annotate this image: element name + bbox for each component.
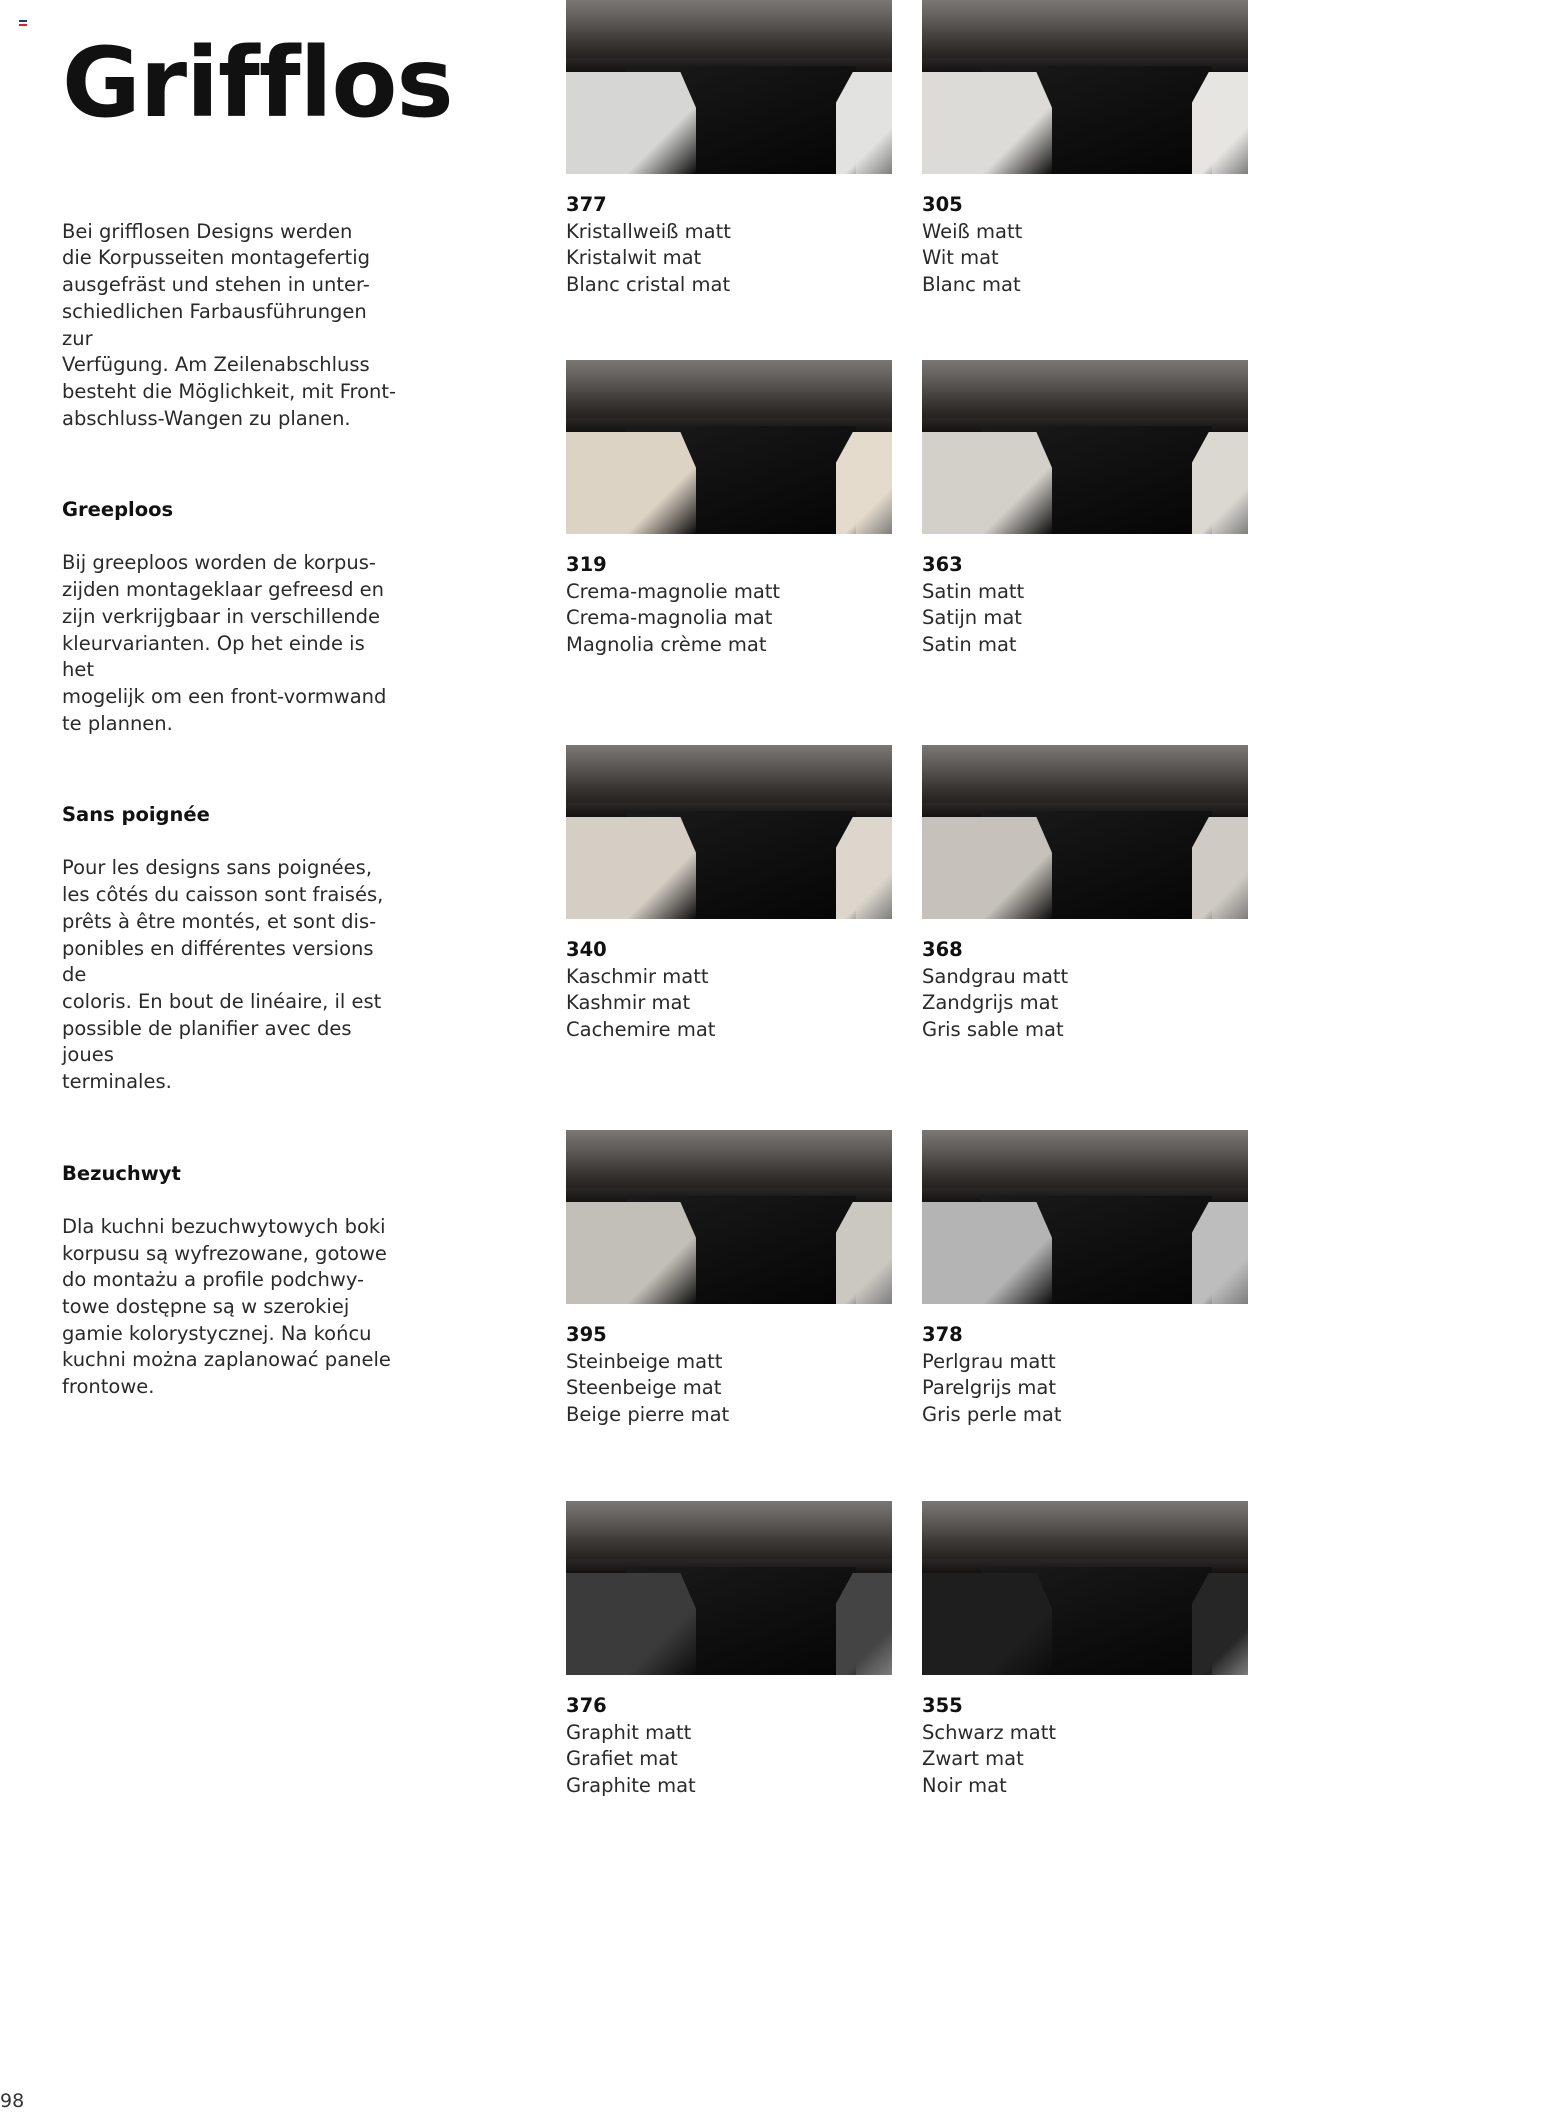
swatch-name-de: Kristallweiß matt xyxy=(566,219,731,243)
swatch-code: 355 xyxy=(922,1694,963,1717)
intro-text-fr: Pour les designs sans poignées, les côtés du caisson sont fraisés, prêts à être montés, et sont dis- ponibles en différentes versions de coloris. En bout de linéaire, il est possible de planifier avec des joues terminales. xyxy=(62,856,384,1094)
door-front-left xyxy=(566,1202,696,1304)
intro-text-pl: Dla kuchni bezuchwytowych boki korpusu są wyfrezowane, gotowe do montażu a profile podchwy- towe dostępne są w szerokiej gamie kolorystycznej. Na końcu kuchni można zaplanować panele frontowe. xyxy=(62,1214,391,1399)
swatch-name-fr: Blanc mat xyxy=(922,273,1021,297)
page-title: Grifflos xyxy=(62,27,453,139)
door-front-right xyxy=(1192,432,1248,534)
swatch-name-nl: Parelgrijs mat xyxy=(922,1376,1057,1400)
swatch-label xyxy=(922,552,1248,659)
swatch-code: 363 xyxy=(922,553,963,576)
swatch-card xyxy=(566,0,892,299)
swatch-name-de: Crema-magnolie matt xyxy=(566,579,781,603)
swatch-photo xyxy=(922,745,1248,919)
swatch-label xyxy=(922,1322,1248,1429)
swatch-photo xyxy=(566,745,892,919)
language-flag-icon xyxy=(19,20,27,26)
swatch-card xyxy=(922,0,1248,299)
swatch-name-fr: Noir mat xyxy=(922,1774,1007,1798)
intro-text-de: Bei grifflosen Designs werden die Korpusseiten montagefertig ausgefräst und stehen in unter- schiedlichen Farbausführungen zur Verfügung. Am Zeilenabschluss besteht die Möglichkeit, mit Front- abschluss-Wangen zu planen. xyxy=(62,219,397,430)
swatch-photo xyxy=(922,1501,1248,1675)
swatch-label xyxy=(922,1693,1248,1800)
swatch-photo xyxy=(566,360,892,534)
swatch-label xyxy=(922,192,1248,299)
door-front-right xyxy=(1192,1573,1248,1675)
door-front-right xyxy=(836,1573,892,1675)
worktop-surface xyxy=(922,745,1248,803)
swatch-name-de: Weiß matt xyxy=(922,219,1023,243)
door-front-right xyxy=(1192,817,1248,919)
swatch-photo xyxy=(566,1130,892,1304)
swatch-name-de: Steinbeige matt xyxy=(566,1349,723,1373)
swatch-name-fr: Blanc cristal mat xyxy=(566,273,731,297)
swatch-name-fr: Gris perle mat xyxy=(922,1403,1062,1427)
door-front-left xyxy=(566,432,696,534)
door-front-left xyxy=(566,72,696,174)
swatch-photo xyxy=(566,1501,892,1675)
worktop-surface xyxy=(566,1501,892,1559)
swatch-label xyxy=(566,1693,892,1800)
swatch-name-de: Satin matt xyxy=(922,579,1025,603)
swatch-name-de: Sandgrau matt xyxy=(922,964,1069,988)
intro-paragraph-pl xyxy=(62,1134,402,1401)
swatch-name-fr: Beige pierre mat xyxy=(566,1403,730,1427)
swatch-photo xyxy=(922,360,1248,534)
swatch-code: 368 xyxy=(922,938,963,961)
swatch-code: 377 xyxy=(566,193,607,216)
worktop-surface xyxy=(566,745,892,803)
door-front-right xyxy=(836,72,892,174)
intro-paragraph-de xyxy=(62,192,402,432)
worktop-surface xyxy=(922,360,1248,418)
worktop-surface xyxy=(922,1130,1248,1188)
swatch-label xyxy=(566,552,892,659)
swatch-card xyxy=(566,360,892,659)
swatch-card xyxy=(922,1130,1248,1429)
swatch-card xyxy=(922,1501,1248,1800)
swatch-card xyxy=(566,1130,892,1429)
swatch-name-nl: Wit mat xyxy=(922,246,999,270)
swatch-name-fr: Graphite mat xyxy=(566,1774,696,1798)
swatch-name-nl: Satijn mat xyxy=(922,606,1022,630)
worktop-surface xyxy=(922,0,1248,58)
swatch-name-nl: Kristalwit mat xyxy=(566,246,702,270)
intro-paragraph-fr xyxy=(62,775,402,1095)
swatch-name-fr: Gris sable mat xyxy=(922,1018,1064,1042)
worktop-surface xyxy=(566,0,892,58)
door-front-right xyxy=(1192,1202,1248,1304)
swatch-name-fr: Satin mat xyxy=(922,633,1017,657)
door-front-left xyxy=(566,1573,696,1675)
swatch-code: 376 xyxy=(566,1694,607,1717)
swatch-card xyxy=(566,1501,892,1800)
swatch-label xyxy=(566,192,892,299)
door-front-left xyxy=(922,817,1052,919)
swatch-name-nl: Zandgrijs mat xyxy=(922,991,1059,1015)
worktop-surface xyxy=(922,1501,1248,1559)
intro-heading-pl: Bezuchwyt xyxy=(62,1161,181,1185)
worktop-surface xyxy=(566,1130,892,1188)
swatch-name-de: Graphit matt xyxy=(566,1720,692,1744)
door-front-right xyxy=(836,1202,892,1304)
swatch-name-fr: Cachemire mat xyxy=(566,1018,716,1042)
door-front-left xyxy=(922,1573,1052,1675)
swatch-card xyxy=(566,745,892,1044)
swatch-name-de: Perlgrau matt xyxy=(922,1349,1056,1373)
door-front-left xyxy=(922,72,1052,174)
flag-stripe-red xyxy=(19,24,27,26)
door-front-left xyxy=(922,432,1052,534)
swatch-name-nl: Kashmir mat xyxy=(566,991,691,1015)
swatch-photo xyxy=(566,0,892,174)
intro-paragraph-nl xyxy=(62,470,402,737)
swatch-code: 340 xyxy=(566,938,607,961)
intro-heading-nl: Greeploos xyxy=(62,498,174,522)
swatch-label xyxy=(922,937,1248,1044)
swatch-card xyxy=(922,360,1248,659)
swatch-label xyxy=(566,937,892,1044)
swatch-name-nl: Grafiet mat xyxy=(566,1747,678,1771)
door-front-right xyxy=(1192,72,1248,174)
door-front-left xyxy=(922,1202,1052,1304)
swatch-name-nl: Zwart mat xyxy=(922,1747,1024,1771)
door-front-left xyxy=(566,817,696,919)
door-front-right xyxy=(836,817,892,919)
swatch-name-de: Kaschmir matt xyxy=(566,964,709,988)
swatch-name-nl: Steenbeige mat xyxy=(566,1376,722,1400)
swatch-label xyxy=(566,1322,892,1429)
swatch-photo xyxy=(922,1130,1248,1304)
swatch-code: 395 xyxy=(566,1323,607,1346)
swatch-photo xyxy=(922,0,1248,174)
page-number: 98 xyxy=(0,2090,25,2112)
swatch-name-de: Schwarz matt xyxy=(922,1720,1057,1744)
intro-text-column xyxy=(62,192,402,1439)
intro-heading-fr: Sans poignée xyxy=(62,803,210,827)
intro-text-nl: Bij greeploos worden de korpus- zijden montageklaar gefreesd en zijn verkrijgbaar in verschillende kleurvarianten. Op het einde is het mogelijk om een front-vormwand te plannen. xyxy=(62,551,387,735)
swatch-code: 378 xyxy=(922,1323,963,1346)
swatch-code: 305 xyxy=(922,193,963,216)
swatch-code: 319 xyxy=(566,553,607,576)
worktop-surface xyxy=(566,360,892,418)
swatch-name-nl: Crema-magnolia mat xyxy=(566,606,773,630)
swatch-name-fr: Magnolia crème mat xyxy=(566,633,767,657)
door-front-right xyxy=(836,432,892,534)
swatch-card xyxy=(922,745,1248,1044)
